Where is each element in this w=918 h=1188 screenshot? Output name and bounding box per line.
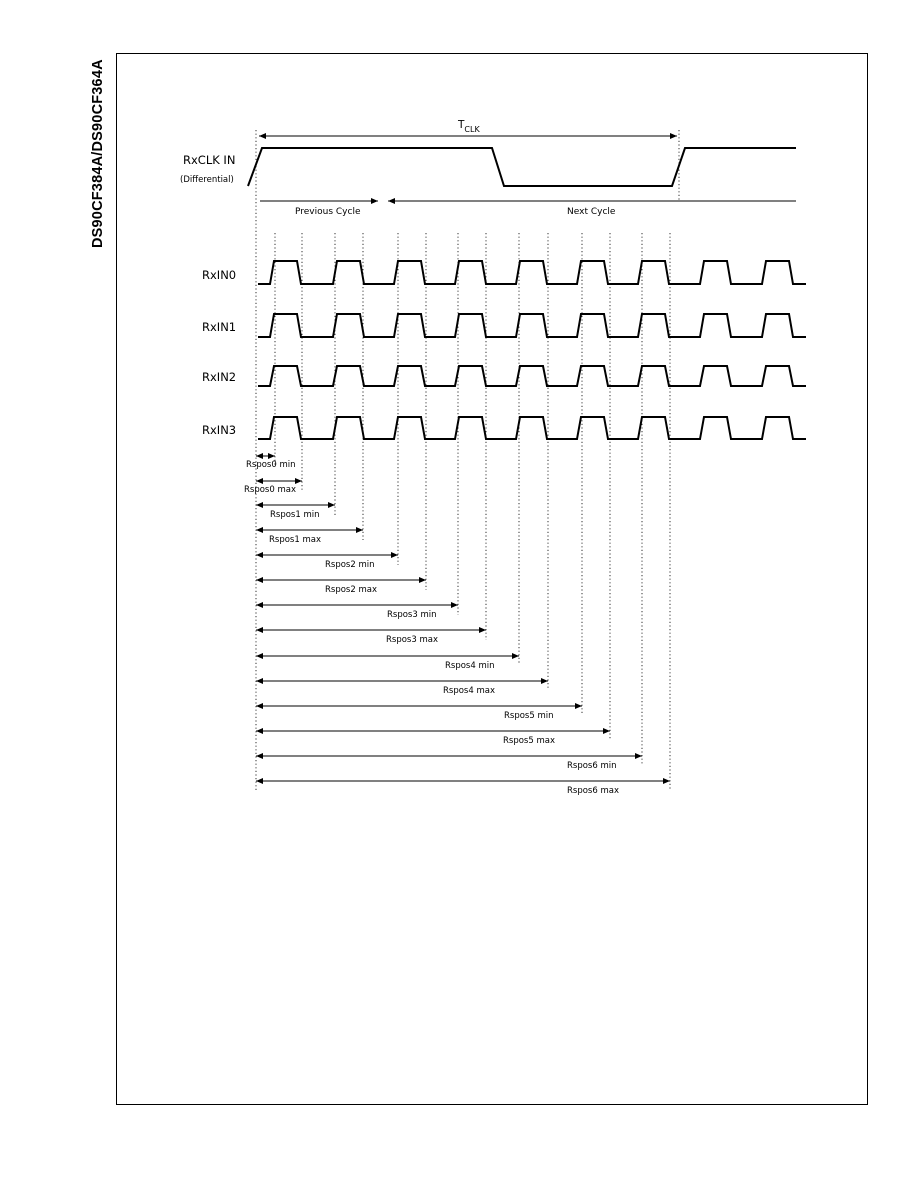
rspos-label: Rspos5 max	[503, 736, 555, 746]
rspos-measurements	[244, 456, 670, 796]
data-signals	[202, 261, 806, 439]
rspos-label: Rspos0 max	[244, 485, 296, 495]
rspos-label: Rspos3 min	[387, 610, 437, 620]
rxclk-label: RxCLK IN	[183, 153, 236, 167]
rxin-waveform	[258, 417, 806, 439]
rspos-label: Rspos6 max	[567, 786, 619, 796]
rxin-waveform	[258, 261, 806, 284]
rspos-label: Rspos2 max	[325, 585, 377, 595]
rxin-label: RxIN3	[202, 423, 237, 437]
rspos-label: Rspos1 max	[269, 535, 321, 545]
rspos-label: Rspos4 max	[443, 686, 495, 696]
rxin-label: RxIN2	[202, 370, 237, 384]
previous-cycle-label: Previous Cycle	[295, 207, 361, 217]
rspos-label: Rspos5 min	[504, 711, 554, 721]
rspos-label: Rspos6 min	[567, 761, 617, 771]
document-side-title: DS90CF384A/DS90CF364A	[90, 59, 106, 248]
rxin-waveform	[258, 314, 806, 337]
rspos-label: Rspos3 max	[386, 635, 438, 645]
rspos-label: Rspos0 min	[246, 460, 296, 470]
rxclk-sublabel: (Differential)	[180, 175, 234, 185]
rxclk-waveform	[248, 148, 796, 186]
rxin-waveform	[258, 366, 806, 386]
rspos-label: Rspos1 min	[270, 510, 320, 520]
rxin-label: RxIN1	[202, 320, 237, 334]
rspos-label: Rspos4 min	[445, 661, 495, 671]
next-cycle-label: Next Cycle	[567, 207, 616, 217]
rxin-label: RxIN0	[202, 268, 237, 282]
tclk-label: $T_{CLK}$	[458, 119, 480, 134]
rspos-label: Rspos2 min	[325, 560, 375, 570]
